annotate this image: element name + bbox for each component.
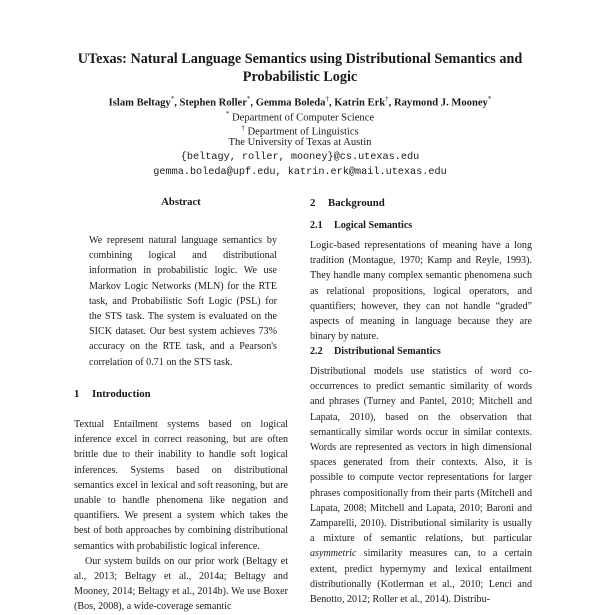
paragraph: Our system builds on our prior work (Beltagy et al., 2013; Beltagy et al., 2014a; Beltagy and Mooney, 2014; Beltagy et al., 2014b). We use Boxer (Bos, 2008), a wide-coverage semantic (74, 555, 288, 613)
subsection-2-1-heading (310, 220, 412, 231)
section-title: Background (328, 197, 385, 209)
author-mark: † (385, 95, 389, 103)
subsection-title: Distributional Semantics (334, 346, 441, 357)
subsection-2-2-body (310, 364, 532, 607)
section-1-body (74, 417, 288, 615)
paragraph: Textual Entailment systems based on logical inference excel in correct reasoning, but are often brittle due to their inability to handle soft logical inferences. Systems based on distributional semantics excel in lexical and soft reasoning, but are unable to handle phenomena like negation and quantifiers. We present a system which takes the best of both approaches by combining distributional semantics with probabilistic logical inference. (74, 419, 288, 552)
section-title: Introduction (92, 388, 151, 400)
section-number: 2 (310, 197, 316, 209)
paper-title (60, 50, 540, 86)
subsection-2-2-heading (310, 346, 441, 357)
author-name: Stephen Roller (179, 97, 247, 109)
affiliation-text: Department of Linguistics (247, 126, 359, 138)
author-name: Katrin Erk (334, 97, 386, 109)
author-mark: † (325, 95, 329, 103)
affiliation-mark: * (225, 110, 230, 118)
affiliation-mark: † (241, 124, 245, 132)
subsection-number: 2.1 (310, 220, 323, 231)
author-mark: * (487, 95, 492, 103)
author-name: Raymond J. Mooney (393, 97, 488, 109)
section-1-heading (74, 388, 151, 400)
section-number: 1 (74, 388, 80, 400)
subsection-2-1-body: Logic-based representations of meaning have a long tradition (Montague, 1970; Kamp and Reyle, 1993). They handle many complex semantic phenomena such as relational propositions, logical operators, and quantifiers; however, they can not handle “graded” aspects of meaning in language because they are binary by nature. (310, 240, 532, 343)
title-line-1: UTexas: Natural Language Semantics using Distributional Semantics and (77, 51, 523, 67)
author-list: Islam Beltagy*, Stephen Roller*, Gemma Boleda†, Katrin Erk†, Raymond J. Mooney* (108, 95, 492, 109)
abstract-text: We represent natural language semantics by combining logical and distributional information in probabilistic logic. We use Markov Logic Networks (MLN) for the RTE task, and Probabilistic Soft Logic (PSL) for the STS task. The system is evaluated on the SICK dataset. Our best system achieves 73% accuracy on the RTE task, and a Pearson's correlation of 0.71 on the STS task. (89, 235, 277, 368)
subsection-number: 2.2 (310, 346, 323, 357)
section-2-heading (310, 197, 385, 209)
affiliation-text: Department of Computer Science (232, 112, 375, 124)
email-line-2: gemma.boleda@upf.edu, katrin.erk@mail.utexas.edu (153, 167, 447, 178)
university: The University of Texas at Austin (228, 137, 372, 148)
email-line-1: {beltagy, roller, mooney}@cs.utexas.edu (180, 152, 420, 163)
text-run: similarity measures can, to a certain extent, predict hypernymy and lexical entailment distributionally (Kotlerman et al., 2010; Lenci and Benotto, 2012; Roller et al., 2014). Distribu- (310, 548, 532, 606)
author-mark: * (246, 95, 251, 103)
title-line-2: Probabilistic Logic (242, 69, 358, 85)
text-run: Distributional models use statistics of word co-occurrences to predict semantic similarity of words and phrases (Turney and Pantel, 2010; Mitchell and Lapata, 2010), based on the observation that semantically similar words occur in similar contexts. Words are represented as vectors in high dimensional spaces generated from their contexts. Also, it is possible to compute vector representations for larger phrases compositionally from their parts (Mitchell and Lapata, 2008; Mitchell and Lapata, 2010; Baroni and Zamparelli, 2010). Distributional similarity is usually a mixture of semantic relations, but particular (310, 366, 532, 545)
author-mark: * (170, 95, 175, 103)
emphasis: asymmetric (310, 548, 357, 560)
author-name: Gemma Boleda (255, 97, 326, 109)
author-name: Islam Beltagy (108, 97, 171, 109)
subsection-title: Logical Semantics (334, 220, 413, 231)
abstract-heading: Abstract (161, 197, 201, 208)
